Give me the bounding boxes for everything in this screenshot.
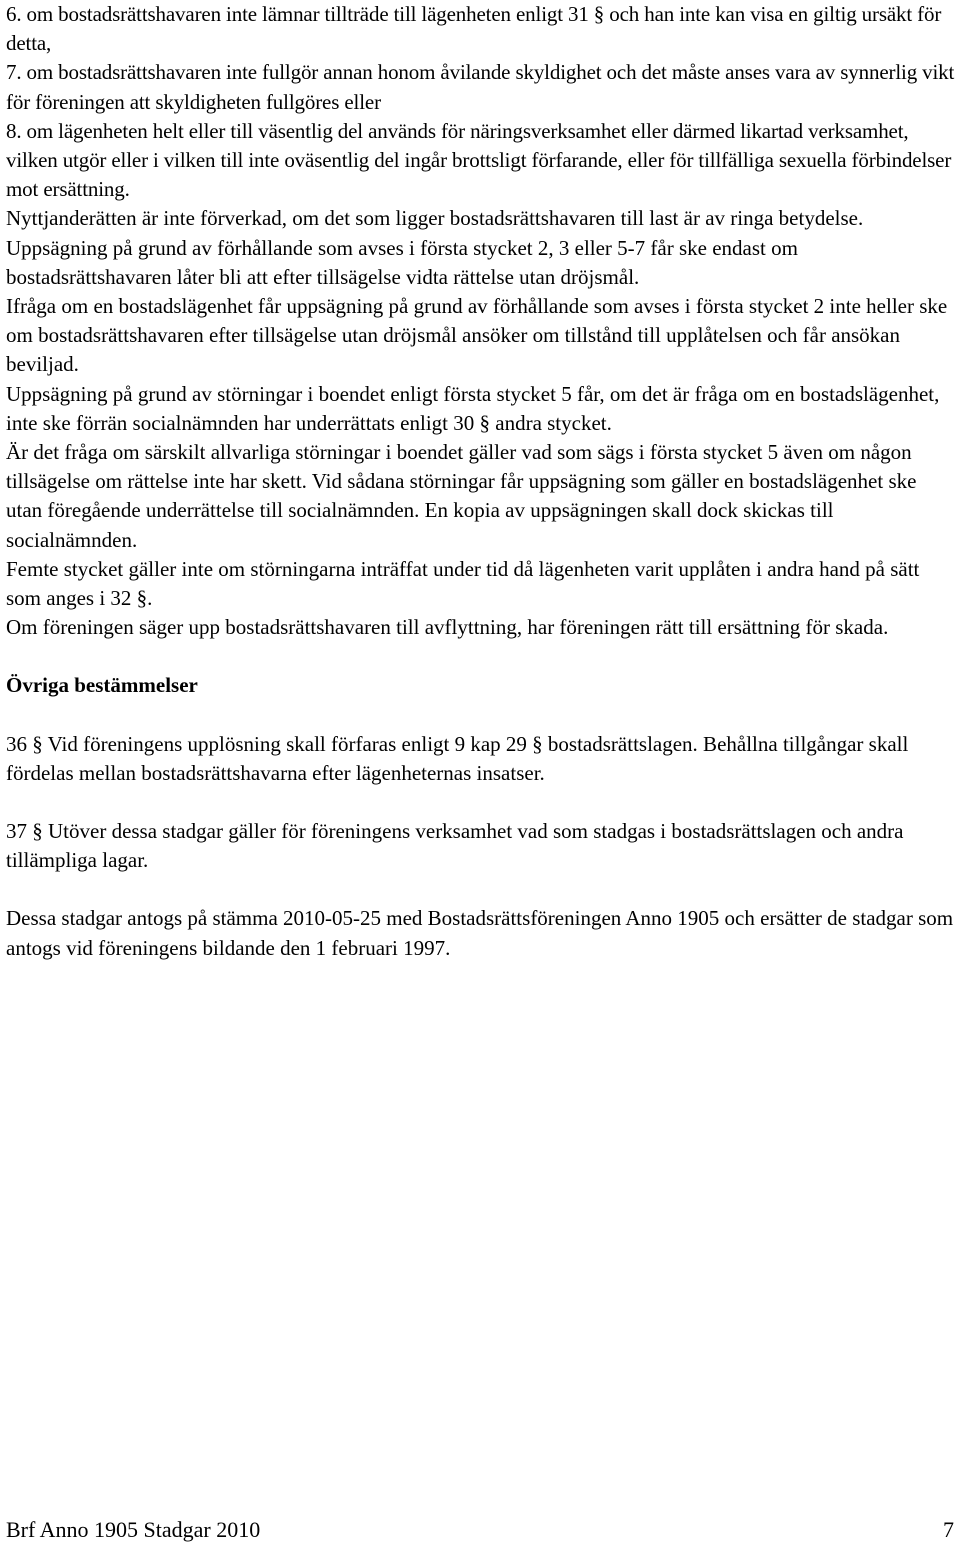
paragraph-37: 37 § Utöver dessa stadgar gäller för föreningens verksamhet vad som stadgas i bostadsrättslagen och andra tillämpliga lagar.	[6, 819, 904, 873]
list-item-7: 7. om bostadsrättshavaren inte fullgör annan honom åvilande skyldighet och det måste anses vara av synnerlig vikt för föreningen att skyldigheten fullgöres eller	[6, 60, 955, 114]
page-number: 7	[943, 1517, 954, 1542]
list-item-8: 8. om lägenheten helt eller till väsentlig del används för näringsverksamhet eller därmed likartad verksamhet, vilken utgör eller i vilken till inte oväsentlig del ingår brottsligt förfarande, eller för tillfälliga sexuella förbindelser mot ersättning.	[6, 118, 952, 202]
section-heading: Övriga bestämmelser	[6, 673, 198, 698]
list-item-6: 6. om bostadsrättshavaren inte lämnar tillträde till lägenheten enligt 31 § och han inte kan visa en giltig ursäkt för detta,	[6, 2, 942, 56]
paragraph-femte-stycket: Femte stycket gäller inte om störningarna inträffat under tid då lägenheten varit upplåten i andra hand på sätt som anges i 32 §.	[6, 556, 920, 611]
paragraph-bostadslagenhet-tillstand: Ifråga om en bostadslägenhet får uppsägning på grund av förhållande som avses i första stycket 2 inte heller ske om bostadsrättshavaren efter tillsägelse utan dröjsmål ansöker om tillstånd till upplåtelsen och får ansökan beviljad.	[6, 294, 948, 377]
paragraph-ersattning-skada: Om föreningen säger upp bostadsrättshavaren till avflyttning, har föreningen rätt till ersättning för skada.	[6, 615, 889, 640]
document-body	[6, 0, 956, 963]
paragraph-36: 36 § Vid föreningens upplösning skall förfaras enligt 9 kap 29 § bostadsrättslagen. Behållna tillgångar skall fördelas mellan bostadsrättshavarna efter lägenheternas insatser.	[6, 731, 909, 785]
paragraph-storningar-socialnamnden: Uppsägning på grund av störningar i boendet enligt första stycket 5 får, om det är fråga om en bostadslägenhet, inte ske förrän socialnämnden har underrättats enligt 30 § andra stycket.	[6, 381, 940, 435]
paragraph-adoption: Dessa stadgar antogs på stämma 2010-05-25 med Bostadsrättsföreningen Anno 1905 och ersätter de stadgar som antogs vid föreningens bildande den 1 februari 1997.	[6, 906, 954, 960]
page-footer	[6, 1515, 954, 1545]
paragraph-ringa-betydelse: Nyttjanderätten är inte förverkad, om det som ligger bostadsrättshavaren till last är av ringa betydelse.	[6, 206, 864, 231]
paragraph-uppsagning-rattelse: Uppsägning på grund av förhållande som avses i första stycket 2, 3 eller 5-7 får ske endast om bostadsrättshavaren låter bli att efter tillsägelse vidta rättelse utan dröjsmål.	[6, 235, 798, 289]
footer-title: Brf Anno 1905 Stadgar 2010	[6, 1517, 261, 1542]
paragraph-allvarliga-storningar: Är det fråga om särskilt allvarliga störningar i boendet gäller vad som sägs i första stycket 5 även om någon tillsägelse om rättelse inte har skett. Vid sådana störningar får uppsägning som gäller en bostadslägenhet ske utan föregående underrättelse till socialnämnden. En kopia av uppsägningen skall dock skickas till socialnämnden.	[6, 440, 917, 552]
